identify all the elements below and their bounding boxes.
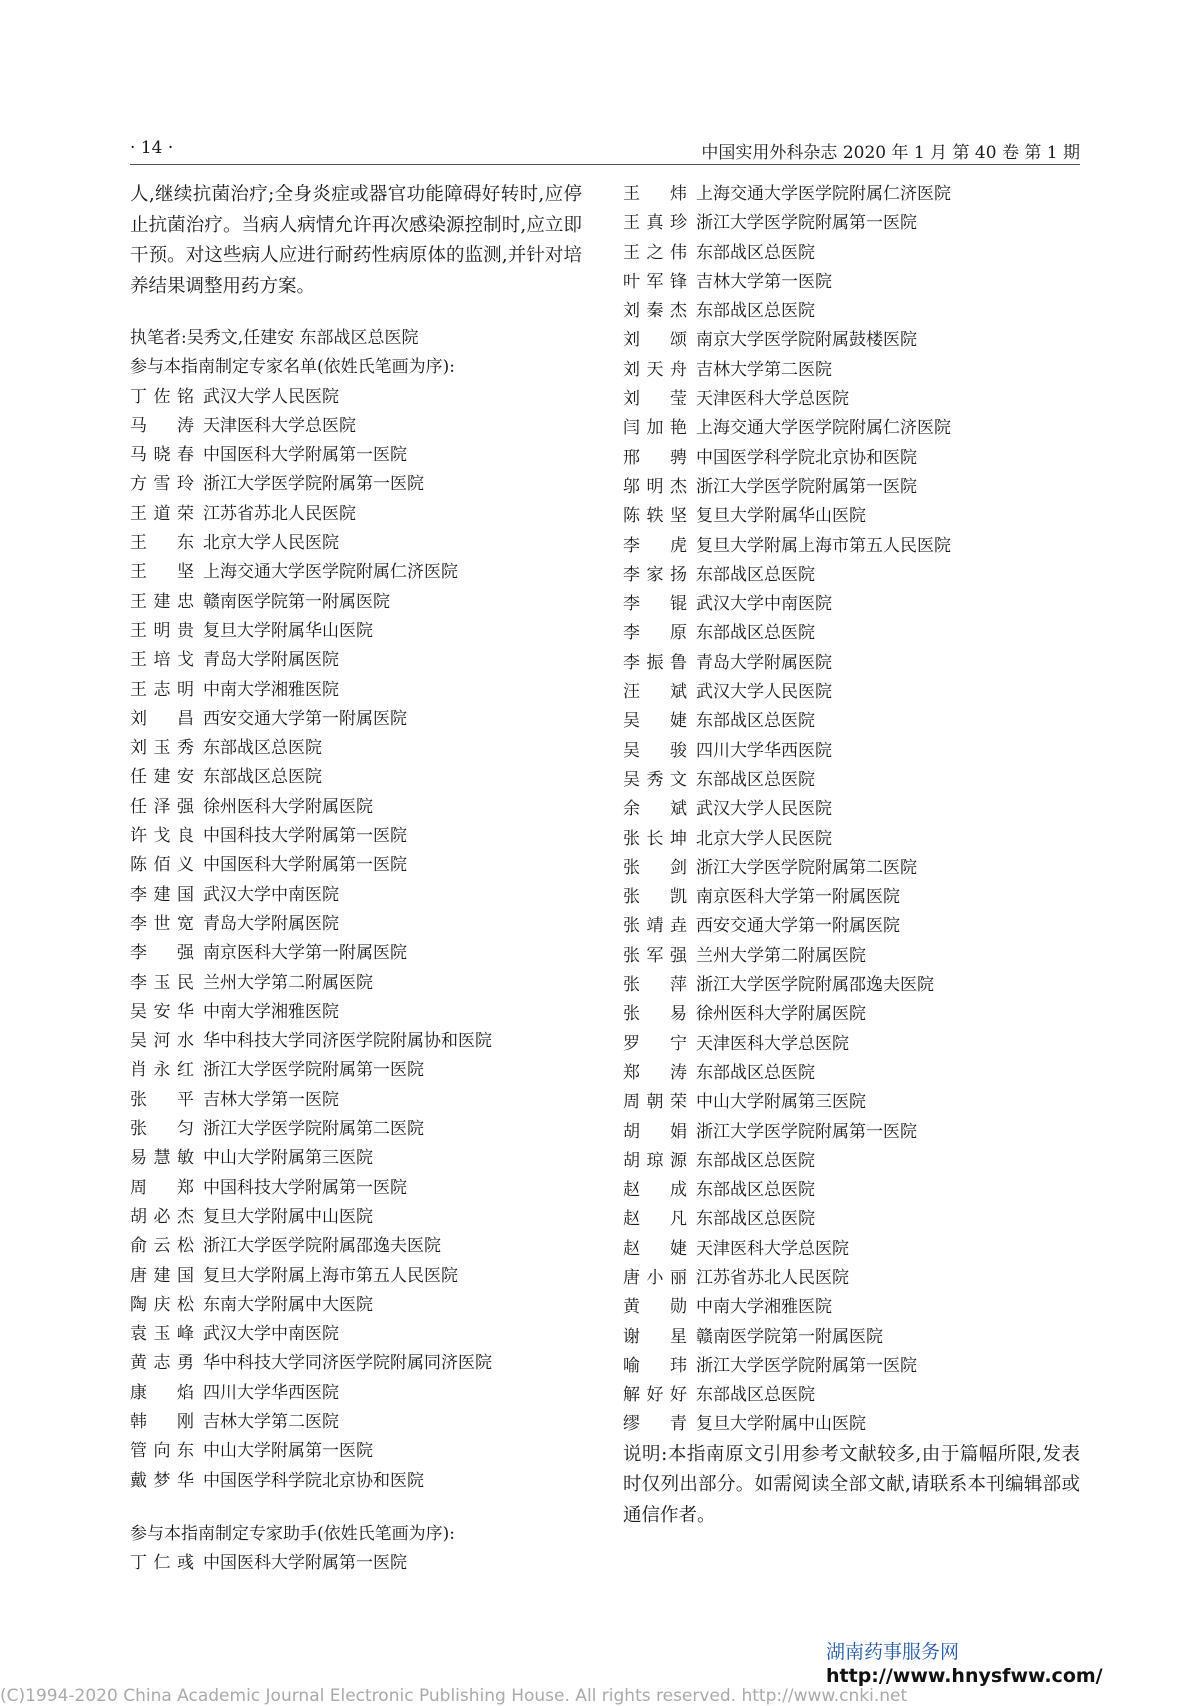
affiliation: 复旦大学附属华山医院 [696, 506, 866, 527]
spacer [130, 302, 582, 324]
person-name: 余 斌 [623, 799, 687, 820]
list-item [130, 588, 582, 617]
author-line: 执笔者:吴秀文,任建安 东部战区总医院 [130, 328, 419, 348]
right-column [623, 180, 1080, 1531]
affiliation: 东部战区总医院 [696, 1150, 815, 1171]
person-name: 李家扬 [623, 564, 687, 585]
affiliation: 中国科技大学附属第一医院 [203, 826, 407, 847]
list-item [130, 1232, 582, 1261]
left-column [130, 180, 582, 1578]
list-item [623, 795, 1080, 824]
list-item [623, 1000, 1080, 1029]
list-item [623, 356, 1080, 385]
list-item [130, 969, 582, 998]
affiliation: 吉林大学第一医院 [203, 1089, 339, 1110]
list-item [130, 998, 582, 1027]
person-name: 郑 涛 [623, 1062, 687, 1083]
list-item [623, 502, 1080, 531]
list-item [623, 1264, 1080, 1293]
affiliation: 东部战区总医院 [696, 711, 815, 732]
person-name: 周 郑 [130, 1177, 194, 1198]
affiliation: 中南大学湘雅医院 [203, 1001, 339, 1022]
list-item [130, 1467, 582, 1496]
affiliation: 复旦大学附属上海市第五人民医院 [203, 1265, 458, 1286]
list-item [130, 939, 582, 968]
person-name: 李世宽 [130, 913, 194, 934]
affiliation: 赣南医学院第一附属医院 [203, 591, 390, 612]
person-name: 李建国 [130, 884, 194, 905]
list-item [130, 1349, 582, 1378]
list-item [130, 1144, 582, 1173]
assistants-heading: 参与本指南制定专家助手(依姓氏笔画为序): [130, 1523, 455, 1544]
affiliation: 华中科技大学同济医学院附属同济医院 [203, 1353, 492, 1374]
list-item [130, 822, 582, 851]
list-item [623, 1410, 1080, 1439]
person-name: 王志明 [130, 679, 194, 700]
person-name: 赵 凡 [623, 1209, 687, 1230]
affiliation: 华中科技大学同济医学院附属协和医院 [203, 1031, 492, 1052]
person-name: 易慧敏 [130, 1148, 194, 1169]
affiliation: 天津医科大学总医院 [696, 389, 849, 410]
list-item [130, 1320, 582, 1349]
list-item [623, 532, 1080, 561]
list-item [623, 1059, 1080, 1088]
person-name: 任泽强 [130, 796, 194, 817]
list-item [130, 558, 582, 587]
list-item [623, 649, 1080, 678]
person-name: 刘 昌 [130, 708, 194, 729]
list-item [130, 470, 582, 499]
person-name: 刘秦杰 [623, 301, 687, 322]
person-name: 张 易 [623, 1004, 687, 1025]
affiliation: 浙江大学医学院附属邵逸夫医院 [696, 975, 934, 996]
person-name: 闫加艳 [623, 418, 687, 439]
list-item [130, 1437, 582, 1466]
person-name: 喻 玮 [623, 1355, 687, 1376]
person-name: 张 剑 [623, 857, 687, 878]
list-item [623, 766, 1080, 795]
person-name: 王 炜 [623, 184, 687, 204]
person-name: 李振鲁 [623, 652, 687, 673]
list-item [130, 1056, 582, 1085]
list-item [623, 1323, 1080, 1352]
affiliation: 吉林大学第一医院 [696, 271, 832, 292]
affiliation: 中国医科大学附属第一医院 [203, 445, 407, 466]
list-item [130, 1174, 582, 1203]
person-name: 许戈良 [130, 826, 194, 847]
affiliation: 天津医科大学总医院 [203, 415, 356, 436]
list-item [130, 1291, 582, 1320]
list-item [623, 883, 1080, 912]
affiliation: 江苏省苏北人民医院 [696, 1267, 849, 1288]
person-name: 方雪玲 [130, 474, 194, 495]
affiliation: 武汉大学中南医院 [696, 594, 832, 615]
affiliation: 四川大学华西医院 [696, 740, 832, 761]
list-item [130, 910, 582, 939]
list-item [623, 825, 1080, 854]
list-item [623, 1205, 1080, 1234]
affiliation: 浙江大学医学院附属第一医院 [203, 474, 424, 495]
affiliation: 兰州大学第二附属医院 [203, 972, 373, 993]
affiliation: 北京大学人民医院 [696, 828, 832, 849]
affiliation: 浙江大学医学院附属邵逸夫医院 [203, 1236, 441, 1257]
list-item [623, 1293, 1080, 1322]
list-item [623, 1381, 1080, 1410]
list-item [623, 678, 1080, 707]
person-name: 叶军锋 [623, 271, 687, 292]
affiliation: 中国医科大学附属第一医院 [203, 1553, 407, 1574]
person-name: 胡琼源 [623, 1150, 687, 1171]
affiliation: 天津医科大学总医院 [696, 1238, 849, 1259]
list-item [130, 383, 582, 412]
person-name: 胡必杰 [130, 1206, 194, 1227]
affiliation: 武汉大学中南医院 [203, 1324, 339, 1345]
affiliation: 中南大学湘雅医院 [203, 679, 339, 700]
list-item [130, 793, 582, 822]
affiliation: 东部战区总医院 [203, 738, 322, 759]
note-paragraph: 说明:本指南原文引用参考文献较多,由于篇幅所限,发表时仅列出部分。如需阅读全部文献,请联系本刊编辑部或通信作者。 [623, 1443, 1080, 1526]
list-item [623, 1176, 1080, 1205]
affiliation: 天津医科大学总医院 [696, 1033, 849, 1054]
affiliation: 南京医科大学第一附属医院 [203, 943, 407, 964]
person-name: 邬明杰 [623, 476, 687, 497]
assistants-list-left [130, 1549, 582, 1578]
affiliation: 北京大学人民医院 [203, 533, 339, 554]
affiliation: 兰州大学第二附属医院 [696, 945, 866, 966]
list-item [623, 854, 1080, 883]
list-item [130, 763, 582, 792]
person-name: 赵 成 [623, 1180, 687, 1201]
list-item [623, 385, 1080, 414]
list-item [623, 971, 1080, 1000]
affiliation: 浙江大学医学院附属第一医院 [203, 1060, 424, 1081]
affiliation: 浙江大学医学院附属第二医院 [696, 857, 917, 878]
affiliation: 复旦大学附属华山医院 [203, 620, 373, 641]
person-name: 胡 娟 [623, 1121, 687, 1142]
person-name: 吴安华 [130, 1001, 194, 1022]
affiliation: 青岛大学附属医院 [696, 652, 832, 673]
list-item [130, 1027, 582, 1056]
list-item [623, 1235, 1080, 1264]
person-name: 黄志勇 [130, 1353, 194, 1374]
person-name: 张 平 [130, 1089, 194, 1110]
running-header [130, 138, 1080, 164]
affiliation: 青岛大学附属医院 [203, 913, 339, 934]
person-name: 康 焰 [130, 1382, 194, 1403]
list-item [623, 590, 1080, 619]
affiliation: 浙江大学医学院附属第一医院 [696, 213, 917, 234]
list-item [130, 500, 582, 529]
person-name: 李玉民 [130, 972, 194, 993]
list-item [623, 942, 1080, 971]
list-item [623, 1088, 1080, 1117]
person-name: 陶庆松 [130, 1294, 194, 1315]
person-name: 罗 宁 [623, 1033, 687, 1054]
person-name: 丁佐铭 [130, 386, 194, 407]
person-name: 袁玉峰 [130, 1324, 194, 1345]
affiliation: 浙江大学医学院附属第一医院 [696, 1355, 917, 1376]
affiliation: 南京医科大学第一附属医院 [696, 887, 900, 908]
list-item [130, 851, 582, 880]
affiliation: 西安交通大学第一附属医院 [696, 916, 900, 937]
affiliation: 东部战区总医院 [696, 564, 815, 585]
person-name: 张靖垚 [623, 916, 687, 937]
affiliation: 东部战区总医院 [696, 1062, 815, 1083]
list-item [130, 1115, 582, 1144]
affiliation: 东部战区总医院 [203, 767, 322, 788]
affiliation: 中国医学科学院北京协和医院 [696, 447, 917, 468]
affiliation: 中国科技大学附属第一医院 [203, 1177, 407, 1198]
affiliation: 东部战区总医院 [696, 1180, 815, 1201]
list-item [623, 414, 1080, 443]
person-name: 汪 斌 [623, 682, 687, 703]
affiliation: 东部战区总医院 [696, 1385, 815, 1406]
list-item [623, 326, 1080, 355]
person-name: 王之伟 [623, 242, 687, 263]
person-name: 张 萍 [623, 975, 687, 996]
person-name: 唐小丽 [623, 1267, 687, 1288]
list-item [130, 1549, 582, 1578]
experts-heading: 参与本指南制定专家名单(依姓氏笔画为序): [130, 357, 455, 378]
person-name: 王培戈 [130, 650, 194, 671]
list-item [623, 473, 1080, 502]
affiliation: 徐州医科大学附属医院 [696, 1004, 866, 1025]
list-item [623, 1147, 1080, 1176]
person-name: 张 凯 [623, 887, 687, 908]
person-name: 王明贵 [130, 620, 194, 641]
list-item [130, 881, 582, 910]
assistants-list-right [623, 180, 1080, 1440]
person-name: 吴河水 [130, 1031, 194, 1052]
person-name: 唐建国 [130, 1265, 194, 1286]
affiliation: 复旦大学附属上海市第五人民医院 [696, 535, 951, 556]
person-name: 刘玉秀 [130, 738, 194, 759]
affiliation: 江苏省苏北人民医院 [203, 503, 356, 524]
list-item [623, 180, 1080, 209]
person-name: 任建安 [130, 767, 194, 788]
affiliation: 中南大学湘雅医院 [696, 1297, 832, 1318]
list-item [623, 619, 1080, 648]
list-item [130, 617, 582, 646]
person-name: 吴秀文 [623, 769, 687, 790]
person-name: 陈佰义 [130, 855, 194, 876]
list-item [130, 705, 582, 734]
list-item [130, 441, 582, 470]
list-item [130, 412, 582, 441]
person-name: 吴 骏 [623, 740, 687, 761]
affiliation: 武汉大学人民医院 [696, 682, 832, 703]
person-name: 李 锟 [623, 594, 687, 615]
list-item [623, 707, 1080, 736]
person-name: 吴 婕 [623, 711, 687, 732]
affiliation: 武汉大学中南医院 [203, 884, 339, 905]
list-item [623, 737, 1080, 766]
copyright-line: (C)1994-2020 China Academic Journal Electronic Publishing House. All rights reserved. http://www.cnki.net [0, 1686, 908, 1706]
list-item [130, 1408, 582, 1437]
affiliation: 东部战区总医院 [696, 301, 815, 322]
person-name: 邢 骋 [623, 447, 687, 468]
closing-paragraph: 人,继续抗菌治疗;全身炎症或器官功能障碍好转时,应停止抗菌治疗。当病人病情允许再次感染源控制时,应立即干预。对这些病人应进行耐药性病原体的监测,并针对培养结果调整用药方案。 [130, 184, 582, 297]
list-item [130, 676, 582, 705]
list-item [130, 1203, 582, 1232]
affiliation: 浙江大学医学院附属第二医院 [203, 1119, 424, 1140]
list-item [130, 1262, 582, 1291]
person-name: 王 坚 [130, 562, 194, 583]
affiliation: 上海交通大学医学院附属仁济医院 [696, 418, 951, 439]
affiliation: 中山大学附属第三医院 [203, 1148, 373, 1169]
person-name: 张 匀 [130, 1119, 194, 1140]
person-name: 戴梦华 [130, 1470, 194, 1491]
affiliation: 徐州医科大学附属医院 [203, 796, 373, 817]
list-item [623, 268, 1080, 297]
person-name: 丁仁彧 [130, 1553, 194, 1574]
person-name: 王道荣 [130, 503, 194, 524]
list-item [130, 529, 582, 558]
affiliation: 中山大学附属第一医院 [203, 1441, 373, 1462]
affiliation: 上海交通大学医学院附属仁济医院 [203, 562, 458, 583]
site-watermark [826, 1640, 1103, 1688]
person-name: 周朝荣 [623, 1092, 687, 1113]
person-name: 王 东 [130, 533, 194, 554]
affiliation: 上海交通大学医学院附属仁济医院 [696, 184, 951, 204]
affiliation: 东部战区总医院 [696, 1209, 815, 1230]
person-name: 黄 勋 [623, 1297, 687, 1318]
experts-list [130, 383, 582, 1496]
page-number: · 14 · [130, 138, 174, 158]
affiliation: 东部战区总医院 [696, 242, 815, 263]
person-name: 韩 刚 [130, 1411, 194, 1432]
person-name: 谢 星 [623, 1326, 687, 1347]
affiliation: 中国医科大学附属第一医院 [203, 855, 407, 876]
affiliation: 赣南医学院第一附属医院 [696, 1326, 883, 1347]
person-name: 赵 婕 [623, 1238, 687, 1259]
affiliation: 武汉大学人民医院 [203, 386, 339, 407]
list-item [623, 912, 1080, 941]
affiliation: 复旦大学附属中山医院 [203, 1206, 373, 1227]
affiliation: 吉林大学第二医院 [696, 359, 832, 380]
affiliation: 中山大学附属第三医院 [696, 1092, 866, 1113]
list-item [623, 1118, 1080, 1147]
affiliation: 中国医学科学院北京协和医院 [203, 1470, 424, 1491]
affiliation: 东部战区总医院 [696, 623, 815, 644]
person-name: 管向东 [130, 1441, 194, 1462]
list-item [623, 561, 1080, 590]
affiliation: 南京大学医学院附属鼓楼医院 [696, 330, 917, 351]
list-item [130, 646, 582, 675]
list-item [623, 209, 1080, 238]
affiliation: 青岛大学附属医院 [203, 650, 339, 671]
person-name: 李 原 [623, 623, 687, 644]
person-name: 解好好 [623, 1385, 687, 1406]
list-item [130, 1379, 582, 1408]
person-name: 王建忠 [130, 591, 194, 612]
person-name: 李 虎 [623, 535, 687, 556]
site-name: 湖南药事服务网 [826, 1641, 960, 1663]
list-item [623, 1030, 1080, 1059]
header-rule [130, 164, 1080, 165]
person-name: 马 涛 [130, 415, 194, 436]
affiliation: 东南大学附属中大医院 [203, 1294, 373, 1315]
person-name: 缪 青 [623, 1414, 687, 1435]
person-name: 马晓春 [130, 445, 194, 466]
person-name: 刘 莹 [623, 389, 687, 410]
list-item [623, 444, 1080, 473]
person-name: 刘天舟 [623, 359, 687, 380]
list-item [130, 734, 582, 763]
person-name: 刘 颂 [623, 330, 687, 351]
person-name: 肖永红 [130, 1060, 194, 1081]
person-name: 李 强 [130, 943, 194, 964]
person-name: 陈轶坚 [623, 506, 687, 527]
list-item [130, 1086, 582, 1115]
affiliation: 浙江大学医学院附属第一医院 [696, 1121, 917, 1142]
affiliation: 四川大学华西医院 [203, 1382, 339, 1403]
site-url[interactable]: http://www.hnysfww.com/ [826, 1665, 1103, 1687]
journal-citation: 中国实用外科杂志 2020 年 1 月 第 40 卷 第 1 期 [701, 143, 1080, 163]
affiliation: 西安交通大学第一附属医院 [203, 708, 407, 729]
person-name: 张长坤 [623, 828, 687, 849]
list-item [623, 239, 1080, 268]
affiliation: 浙江大学医学院附属第一医院 [696, 476, 917, 497]
affiliation: 武汉大学人民医院 [696, 799, 832, 820]
person-name: 张军强 [623, 945, 687, 966]
list-item [623, 297, 1080, 326]
affiliation: 东部战区总医院 [696, 769, 815, 790]
person-name: 俞云松 [130, 1236, 194, 1257]
affiliation: 吉林大学第二医院 [203, 1411, 339, 1432]
list-item [623, 1352, 1080, 1381]
affiliation: 复旦大学附属中山医院 [696, 1414, 866, 1435]
spacer [130, 1496, 582, 1520]
person-name: 王真珍 [623, 213, 687, 234]
